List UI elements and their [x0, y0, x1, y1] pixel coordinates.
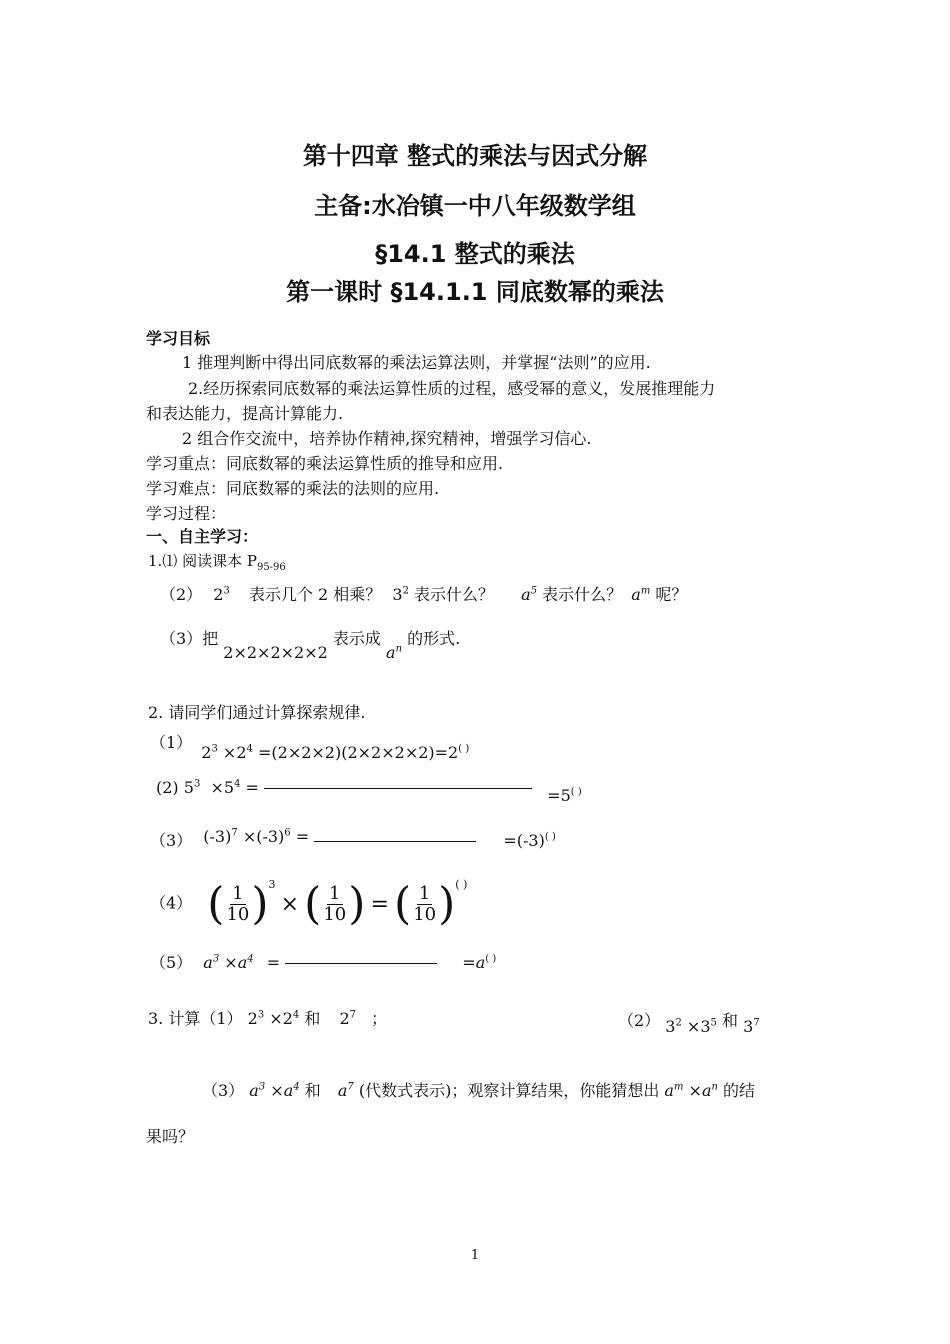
q2-item1: （1） $2^3 \times 2^4 =(2\times 2\times 2)(2\times 2\times 2\times 2)=2^{( )}$ [150, 733, 470, 762]
section-title: §14.1 整式的乘法 [375, 240, 575, 268]
prepared-by: 主备:水冶镇一中八年级数学组 [314, 192, 636, 220]
q2-item4: （4） ( $\frac{1}{10}$ )$^3$ × ( $\frac{1}{10}$ ) = ( $\frac{1}{10}$ )( ) [150, 878, 468, 929]
q3-line1-part2: （2） $3^2 \times 3^5$ 和 $3^7$ [618, 1011, 760, 1036]
key-point: 学习重点：同底数幂的乘法运算性质的推导和应用. [146, 454, 504, 473]
q2-item3: （3） $(-3)^7 \times(-3)^6 = =(-3)^{( )}$ [150, 827, 556, 850]
objective-3: 2 组合作交流中，培养协作精神,探究精神，增强学习信心. [182, 429, 592, 448]
q3-line2: （3） $a^3 \times a^4$ 和 $a^7$ (代数式表示)；观察计算结果，你能猜想出 $a^m \times a^n$ 的结 [202, 1081, 756, 1100]
answer-blank[interactable] [314, 841, 476, 842]
q3-line3: 果吗？ [146, 1127, 195, 1146]
q1-line1: 1.⑴ 阅读课本 $P_{95-96}$ [148, 552, 286, 573]
q1-line3: （3）把 2×2×2×2×2 表示成 $a^n$ 的形式. [160, 629, 461, 662]
objective-1: 1 推理判断中得出同底数幂的乘法运算法则，并掌握“法则”的应用. [182, 353, 651, 372]
objective-2a: 2.经历探索同底数幂的乘法运算性质的过程，感受幂的意义，发展推理能力 [188, 379, 716, 398]
lesson-title: 第一课时 §14.1.1 同底数幂的乘法 [286, 278, 664, 306]
objective-2b: 和表达能力，提高计算能力. [146, 404, 344, 423]
q1-line2: （2） $2^3$ 表示几个 2 相乘？ $3^2$ 表示什么？ $a^5$ 表示什么？ $a^m$ 呢？ [160, 585, 688, 604]
q3-line1: 3. 计算（1） $2^3 \times 2^4$ 和 $2^7$ ； [148, 1009, 388, 1028]
chapter-title: 第十四章 整式的乘法与因式分解 [302, 142, 648, 170]
learning-process: 学习过程： [146, 504, 227, 523]
answer-blank[interactable] [264, 788, 532, 789]
self-study-heading: 一、自主学习： [146, 527, 259, 546]
q2-item5: （5） $a^3 \times a^4 = =a^{( )}$ [150, 953, 497, 972]
answer-blank[interactable] [285, 963, 437, 964]
difficult-point: 学习难点：同底数幂的乘法的法则的应用. [146, 479, 440, 498]
q2-item2: (2) $5^3 \times 5^4 = =5^{( )}$ [156, 778, 582, 805]
q2-heading: 2. 请同学们通过计算探索规律. [148, 703, 366, 722]
objectives-heading: 学习目标 [146, 329, 211, 348]
page-number: 1 [470, 1248, 480, 1263]
